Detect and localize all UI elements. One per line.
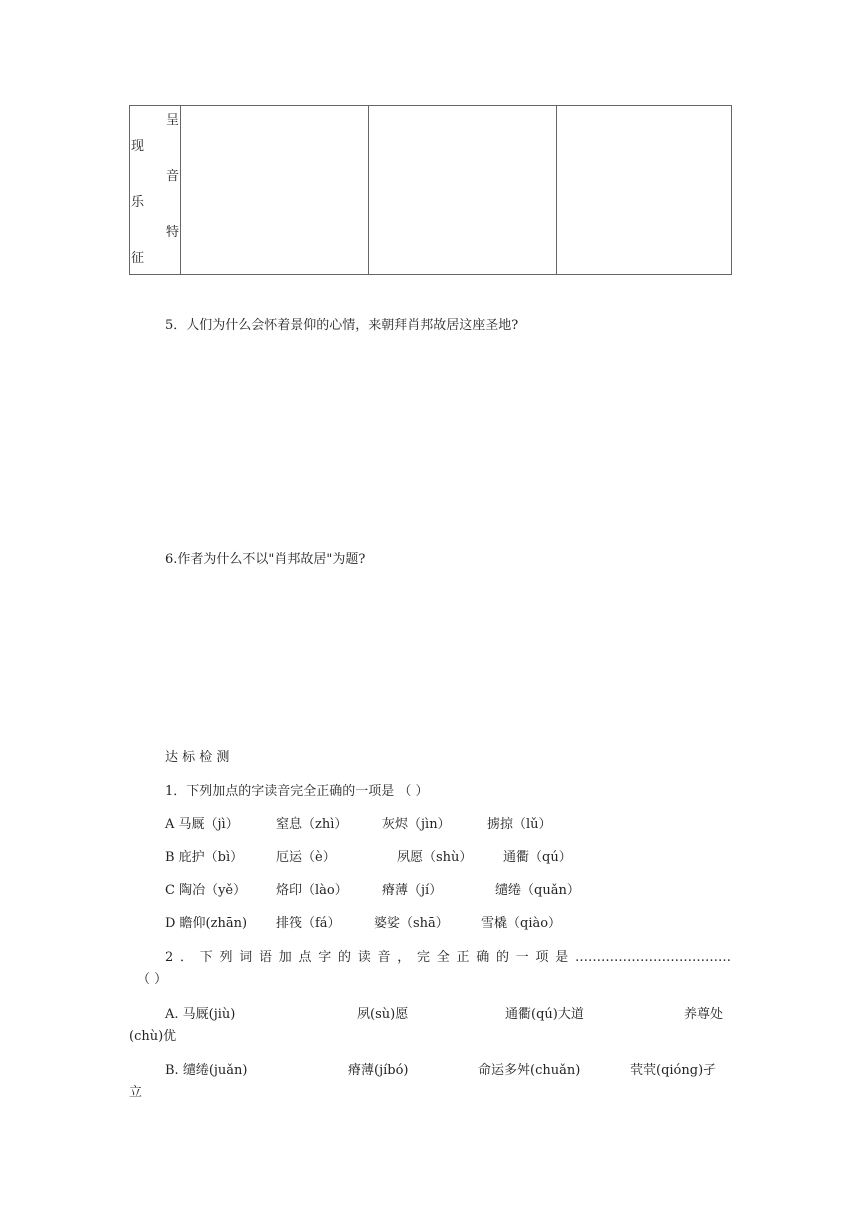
q1-option-a-4: 掳掠（lǔ）: [487, 817, 552, 832]
label-char: 征: [131, 251, 145, 266]
q2-option-b-2: 瘠薄(jíbó): [348, 1063, 409, 1078]
q2-option-b-4: 茕茕(qióng)孑: [630, 1063, 717, 1078]
question-6: 6.作者为什么不以"肖邦故居"为题?: [165, 552, 366, 567]
q1-option-c-4: 缱绻（quǎn）: [495, 883, 580, 898]
answer-cell[interactable]: [181, 106, 369, 275]
row-label-cell: [130, 106, 181, 275]
answer-cell[interactable]: [369, 106, 557, 275]
q1-option-a-3: 灰烬（jìn）: [382, 817, 451, 832]
q1-option-d-3: 婆娑（shā）: [374, 916, 449, 931]
q2-option-b-1: B. 缱绻(juǎn): [165, 1063, 248, 1078]
q2-option-a-4: 养尊处: [684, 1007, 724, 1022]
q1-option-d-4: 雪橇（qiào）: [481, 916, 562, 931]
label-char: 呈: [166, 113, 180, 128]
label-char: 特: [166, 225, 180, 240]
question-5: 5．人们为什么会怀着景仰的心情，来朝拜肖邦故居这座圣地?: [165, 318, 519, 333]
music-feature-table: [129, 105, 732, 275]
q1-option-d-2: 排筏（fá）: [276, 916, 341, 931]
q1-option-a-2: 窒息（zhì）: [276, 817, 348, 832]
q2-option-b-cont: 立: [129, 1085, 143, 1100]
label-char: 现: [131, 139, 145, 154]
label-char: 音: [166, 169, 180, 184]
q2-stem-cont: （ ）: [137, 972, 168, 987]
q1-option-c-3: 瘠薄（jí）: [382, 883, 443, 898]
q2-option-b-3: 命运多舛(chuǎn): [478, 1063, 581, 1078]
q2-option-a-2: 夙(sù)愿: [357, 1007, 409, 1022]
q2-option-a-cont: (chù)优: [129, 1029, 177, 1044]
section-title: 达 标 检 测: [165, 750, 230, 765]
q2-option-a-1: A. 马厩(jiù): [165, 1007, 236, 1022]
answer-cell[interactable]: [557, 106, 732, 275]
q1-option-a-1: A 马厩（jì）: [165, 817, 239, 832]
q1-option-b-4: 通衢（qú）: [503, 850, 572, 865]
label-char: 乐: [131, 195, 145, 210]
q1-option-b-2: 厄运（è）: [276, 850, 336, 865]
q1-stem: 1．下列加点的字读音完全正确的一项是 （ ）: [165, 784, 429, 799]
q1-option-c-1: C 陶冶（yě）: [165, 883, 247, 898]
q1-option-c-2: 烙印（lào）: [276, 883, 348, 898]
q2-stem: 2．下列词语加点字的读音，完全正确的一项是………………………………: [165, 950, 731, 965]
q2-option-a-3: 通衢(qú)大道: [505, 1007, 584, 1022]
q1-option-b-3: 夙愿（shù）: [397, 850, 473, 865]
q1-option-d-1: D 瞻仰(zhān): [165, 916, 248, 931]
q1-option-b-1: B 庇护（bì）: [165, 850, 244, 865]
